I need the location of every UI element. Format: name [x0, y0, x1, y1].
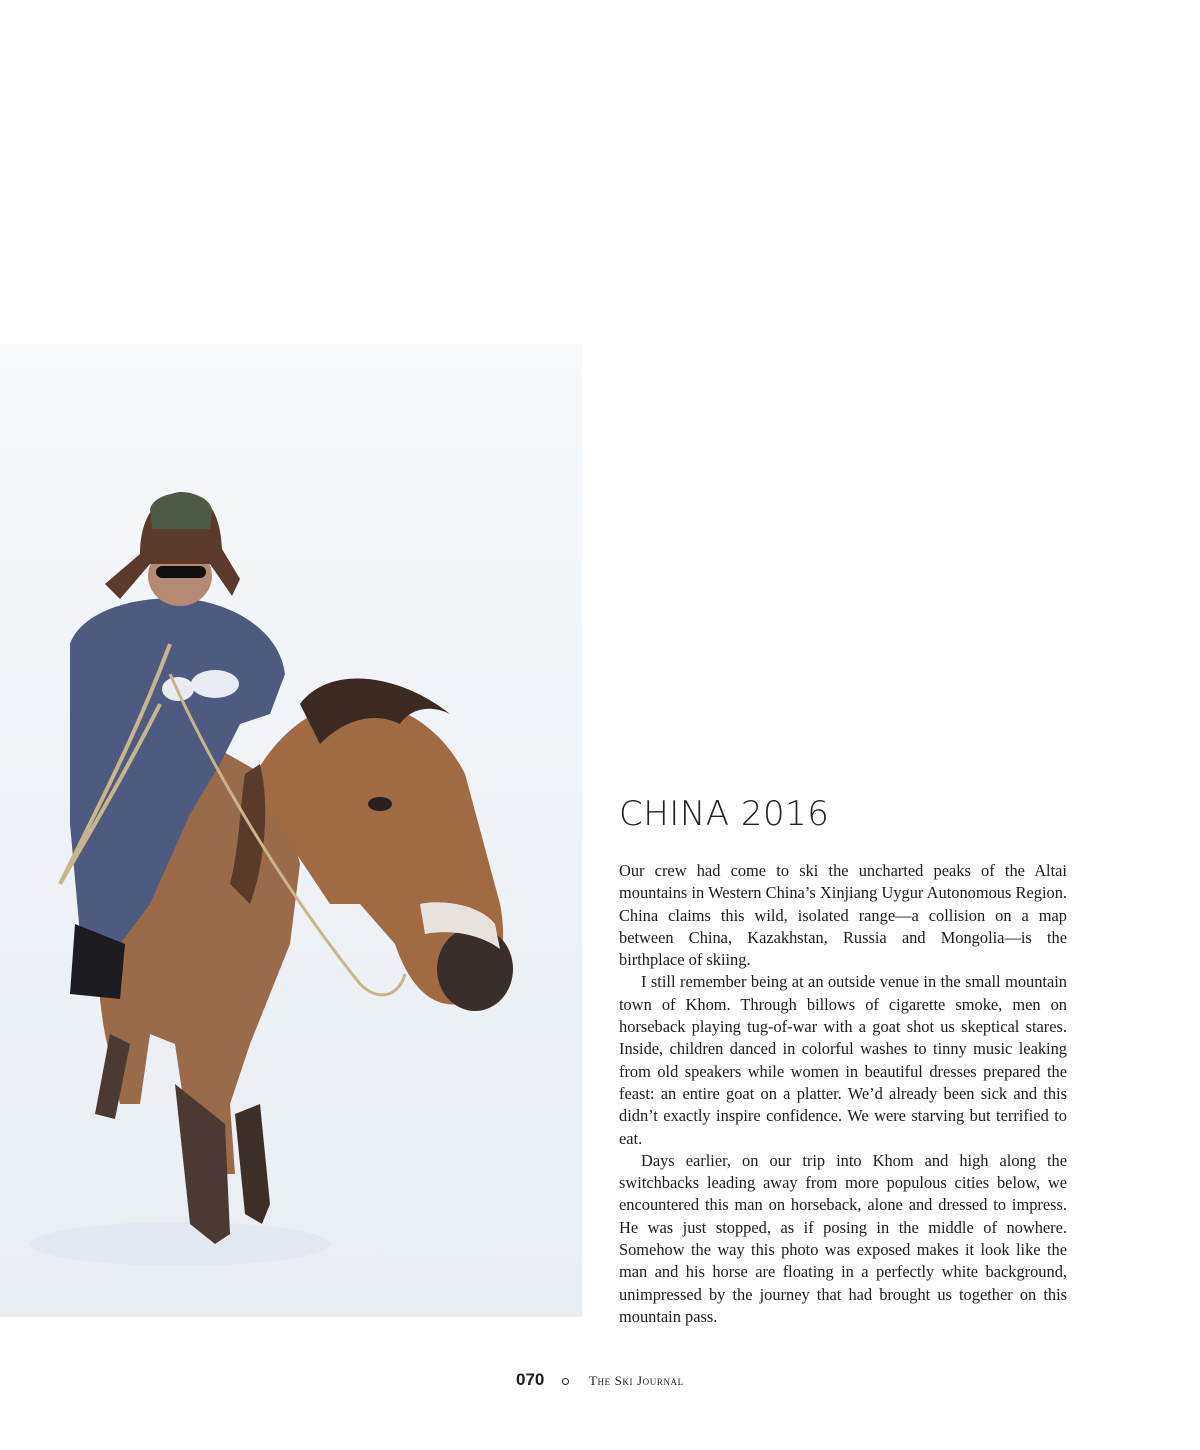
- article-paragraph: I still remember being at an outside venue in the small mountain town of Khom. Through billows of cigarette smoke, men on horseback playing tug-of-war with a goat shot us skeptical stares. Inside, children danced in colorful washes to tinny music leaking from old speakers while women in beautiful dresses prepared the feast: an entire goat on a platter. We’d already been sick and this didn’t exactly inspire confidence. We were starving but terrified to eat.: [619, 972, 1067, 1148]
- page-number: 070: [516, 1370, 545, 1389]
- article-body: [619, 860, 1067, 1328]
- page-footer: [0, 1370, 1200, 1394]
- article-paragraph: Days earlier, on our trip into Khom and high along the switchbacks leading away from more populous cities below, we encountered this man on horseback, alone and dressed to impress. He was just stopped, as if posing in the middle of nowhere. Somehow the way this photo was exposed makes it look like the man and his horse are floating in a perfectly white background, unimpressed by the journey that had brought us together on this mountain pass.: [619, 1150, 1067, 1326]
- journal-name: The Ski Journal: [589, 1373, 684, 1388]
- article-headline: CHINA 2016: [619, 794, 830, 834]
- article-paragraph: Our crew had come to ski the uncharted peaks of the Altai mountains in Western China’s Xinjiang Uygur Autonomous Region. China claims this wild, isolated range—a collision on a map between China, Kazakhstan, Russia and Mongolia—is the birthplace of skiing.: [619, 861, 1067, 970]
- horse-rider-illustration: [0, 344, 582, 1317]
- circle-bullet-icon: [562, 1378, 569, 1385]
- horse-rider-photo: [0, 344, 582, 1317]
- article: [619, 794, 1067, 1328]
